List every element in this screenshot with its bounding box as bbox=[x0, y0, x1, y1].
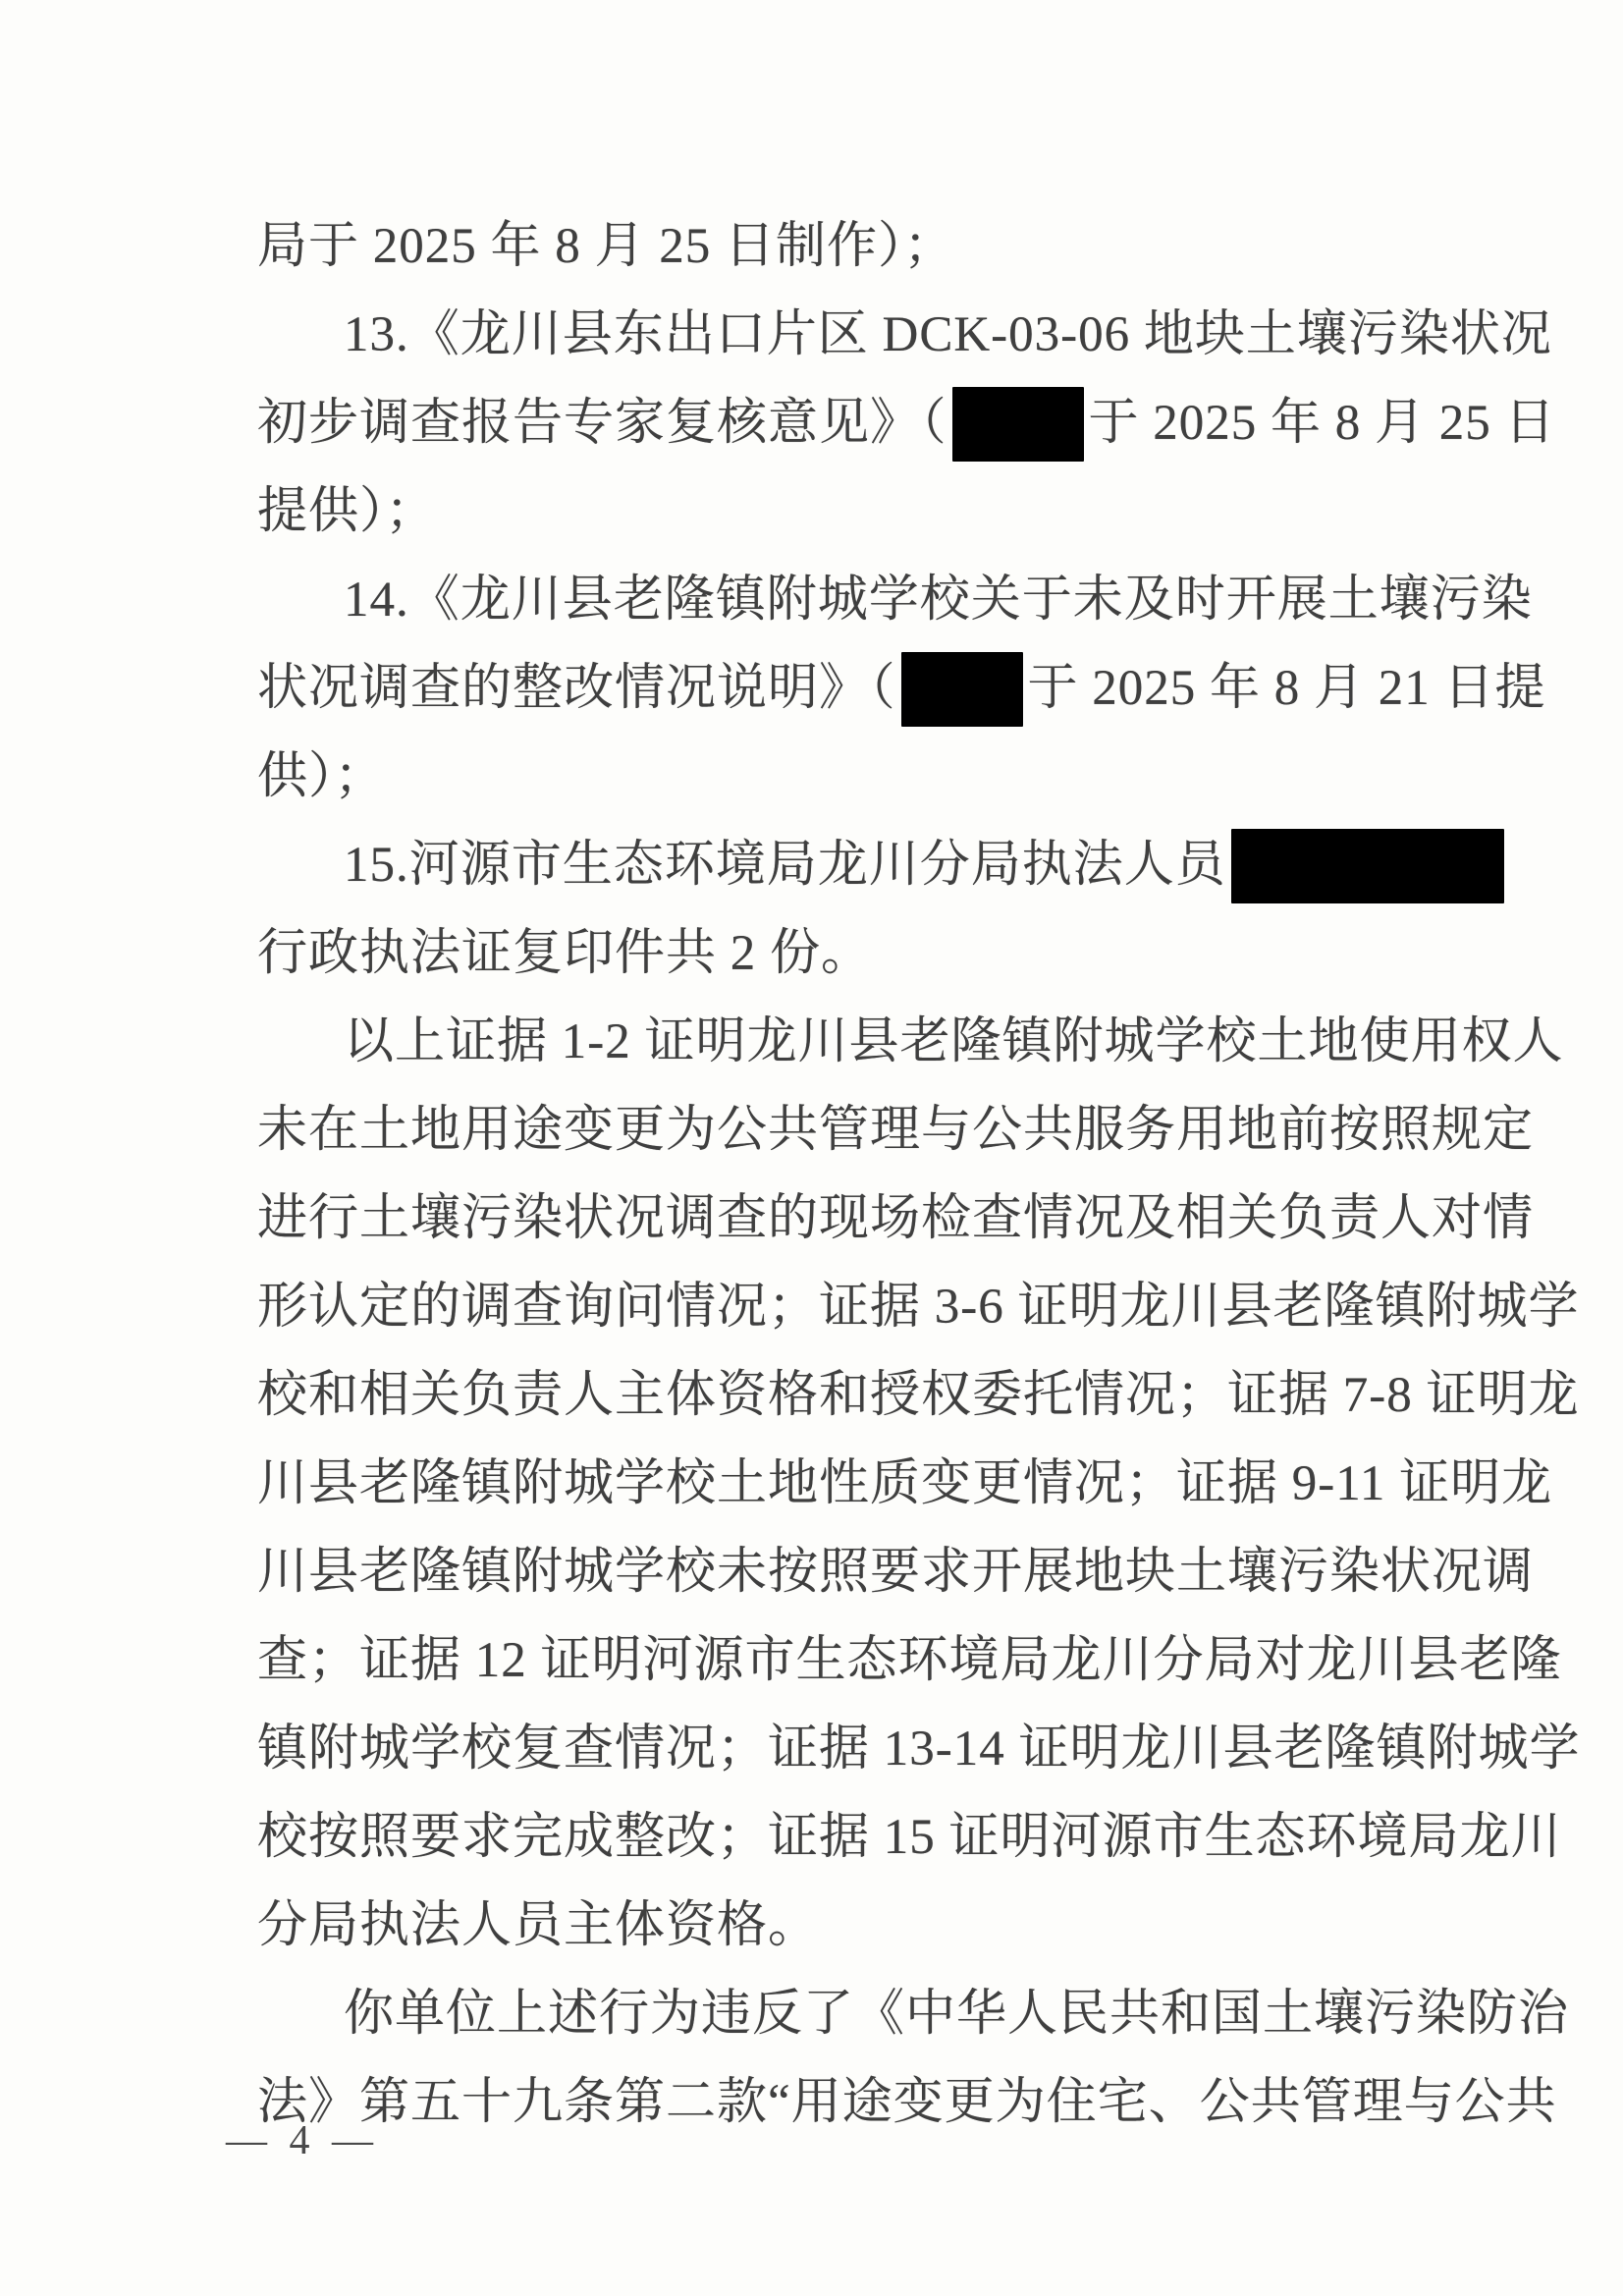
doc-line-paragraph-evidence-summary: 以上证据 1-2 证明龙川县老隆镇附城学校土地使用权人 bbox=[344, 1014, 1564, 1069]
doc-line: 分局执法人员主体资格。 bbox=[257, 1898, 820, 1953]
doc-line-paragraph-violation: 你单位上述行为违反了《中华人民共和国土壤污染防治 bbox=[344, 1987, 1570, 2042]
doc-line: 川县老隆镇附城学校土地性质变更情况；证据 9-11 证明龙 bbox=[257, 1456, 1553, 1511]
doc-line-item-15 bbox=[257, 821, 1435, 909]
doc-line: 校按照要求完成整改；证据 15 证明河源市生态环境局龙川 bbox=[257, 1810, 1562, 1865]
doc-line-item-14: 14.《龙川县老隆镇附城学校关于未及时开展土壤污染 bbox=[344, 573, 1533, 628]
doc-line bbox=[257, 379, 1556, 467]
doc-line: 行政执法证复印件共 2 份。 bbox=[257, 926, 873, 981]
doc-line: 镇附城学校复查情况；证据 13-14 证明龙川县老隆镇附城学 bbox=[257, 1722, 1581, 1777]
doc-line: 查；证据 12 证明河源市生态环境局龙川分局对龙川县老隆 bbox=[257, 1633, 1562, 1688]
doc-line: 供）； bbox=[257, 749, 386, 804]
doc-line: 未在土地用途变更为公共管理与公共服务用地前按照规定 bbox=[257, 1103, 1535, 1158]
redaction-box bbox=[1231, 829, 1504, 903]
doc-line-item-13: 13.《龙川县东出口片区 DCK-03-06 地块土壤污染状况 bbox=[344, 307, 1552, 362]
redaction-box bbox=[901, 652, 1023, 727]
redaction-box bbox=[952, 387, 1084, 462]
doc-line: 局于 2025 年 8 月 25 日制作）； bbox=[257, 219, 955, 274]
page-number: — 4 — bbox=[226, 2118, 379, 2163]
doc-line-text: 于 2025 年 8 月 25 日 bbox=[1088, 396, 1556, 451]
doc-line-text: 于 2025 年 8 月 21 日提 bbox=[1027, 661, 1546, 716]
doc-line: 法》第五十九条第二款“用途变更为住宅、公共管理与公共 bbox=[257, 2075, 1557, 2130]
doc-line: 形认定的调查询问情况；证据 3-6 证明龙川县老隆镇附城学 bbox=[257, 1280, 1580, 1335]
doc-line: 校和相关负责人主体资格和授权委托情况；证据 7-8 证明龙 bbox=[257, 1368, 1580, 1423]
doc-line-text: 15.河源市生态环境局龙川分局执法人员 bbox=[344, 838, 1226, 893]
doc-line: 提供）； bbox=[257, 484, 437, 539]
doc-line-text: 初步调查报告专家复核意见》（ bbox=[257, 396, 947, 451]
doc-line: 进行土壤污染状况调查的现场检查情况及相关负责人对情 bbox=[257, 1191, 1535, 1246]
doc-line bbox=[257, 644, 1546, 733]
document-body bbox=[257, 202, 1581, 2147]
doc-line: 川县老隆镇附城学校未按照要求开展地块土壤污染状况调 bbox=[257, 1545, 1535, 1600]
doc-line-text: 状况调查的整改情况说明》（ bbox=[257, 661, 896, 716]
